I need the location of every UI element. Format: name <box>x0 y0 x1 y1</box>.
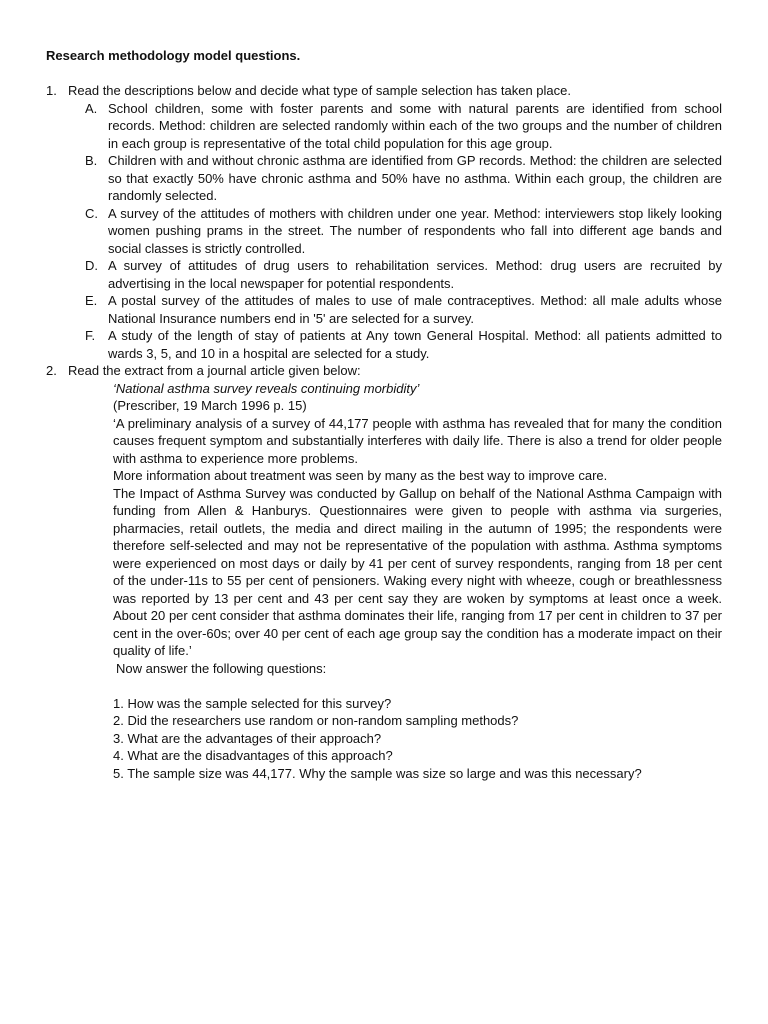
answer-instruction: Now answer the following questions: <box>116 660 327 676</box>
item-label: E. <box>85 293 98 308</box>
document-page <box>46 47 722 782</box>
question-1-number: 1. <box>46 83 57 98</box>
item-text: A postal survey of the attitudes of males to use of male contraceptives. Method: all male adults whose National Insurance numbers end in '5' are selected for a survey. <box>108 293 722 326</box>
question-1-item-e <box>46 292 722 327</box>
item-text: Children with and without chronic asthma are identified from GP records. Method: the children are selected so that exactly 50% have chronic asthma and 50% have no asthma. Within each group, the children are randomly selected. <box>108 153 722 203</box>
item-label: A. <box>85 100 98 116</box>
question-1-item-c <box>46 205 722 258</box>
task-question-5: 5. The sample size was 44,177. Why the sample was size so large and was this necessary? <box>113 765 642 781</box>
article-paragraph-2: More information about treatment was seen by many as the best way to improve care. <box>113 468 608 483</box>
article-paragraph-3: The Impact of Asthma Survey was conducted by Gallup on behalf of the National Asthma Campaign with funding from Allen & Hanburys. Questionnaires were given to people with asthma via surgeries, pharmacies, retail outlets, the media and direct mailing in the autumn of 1995; the respondents were therefore self-selected and may not be representative of the population with asthma. Asthma symptoms were experienced on most days or daily by 41 per cent of survey respondents, ranging from 18 per cent of the under-11s to 55 per cent of pensioners. Waking every night with wheeze, cough or breathlessness was reported by 13 per cent and 43 per cent say they are woken by symptoms at least once a week. About 20 per cent consider that asthma dominates their life, ranging from 17 per cent in children to 37 per cent in the over-60s; over 40 per cent of each age group say the condition has a moderate impact on their quality of life.’ <box>113 485 722 658</box>
question-1-item-d <box>46 257 722 292</box>
item-label: B. <box>85 153 98 168</box>
item-text: A survey of attitudes of drug users to rehabilitation services. Method: drug users are recruited by advertising in the local newspaper for potential respondents. <box>108 258 722 291</box>
article-headline: ‘National asthma survey reveals continuing morbidity’ <box>113 380 420 396</box>
item-text: A study of the length of stay of patients at Any town General Hospital. Method: all patients admitted to wards 3, 5, and 10 in a hospital are selected for a study. <box>108 328 722 361</box>
question-1-item-b <box>46 152 722 205</box>
question-1-text: Read the descriptions below and decide what type of sample selection has taken place. <box>68 83 571 98</box>
question-1 <box>46 82 722 100</box>
item-text: School children, some with foster parents and some with natural parents are identified from school records. Method: children are selected randomly within each of the two groups and the number of children in each group is representative of the total child population for this age group. <box>108 100 722 151</box>
spacer <box>46 677 722 695</box>
question-2-text: Read the extract from a journal article given below: <box>68 363 361 378</box>
question-2-number: 2. <box>46 363 57 378</box>
question-2 <box>46 362 722 380</box>
item-label: D. <box>85 258 98 273</box>
task-question-3: 3. What are the advantages of their approach? <box>113 730 382 746</box>
question-1-item-a <box>46 100 722 153</box>
document-title: Research methodology model questions. <box>46 48 301 63</box>
question-1-item-f <box>46 327 722 362</box>
task-question-1: 1. How was the sample selected for this survey? <box>113 695 392 711</box>
item-text: A survey of the attitudes of mothers with children under one year. Method: interviewers stop likely looking women pushing prams in the street. The number of respondents who fall into different age bands and social classes is strictly controlled. <box>108 205 722 256</box>
item-label: F. <box>85 328 96 343</box>
item-label: C. <box>85 205 98 221</box>
task-question-4: 4. What are the disadvantages of this approach? <box>113 748 393 763</box>
article-paragraph-1: ‘A preliminary analysis of a survey of 44,177 people with asthma has revealed that for many the condition causes frequent symptom and substantially interferes with daily life. There is also a trend for older people with asthma to experience more problems. <box>113 415 722 466</box>
article-citation: (Prescriber, 19 March 1996 p. 15) <box>113 398 307 413</box>
task-question-2: 2. Did the researchers use random or non-random sampling methods? <box>113 713 519 728</box>
